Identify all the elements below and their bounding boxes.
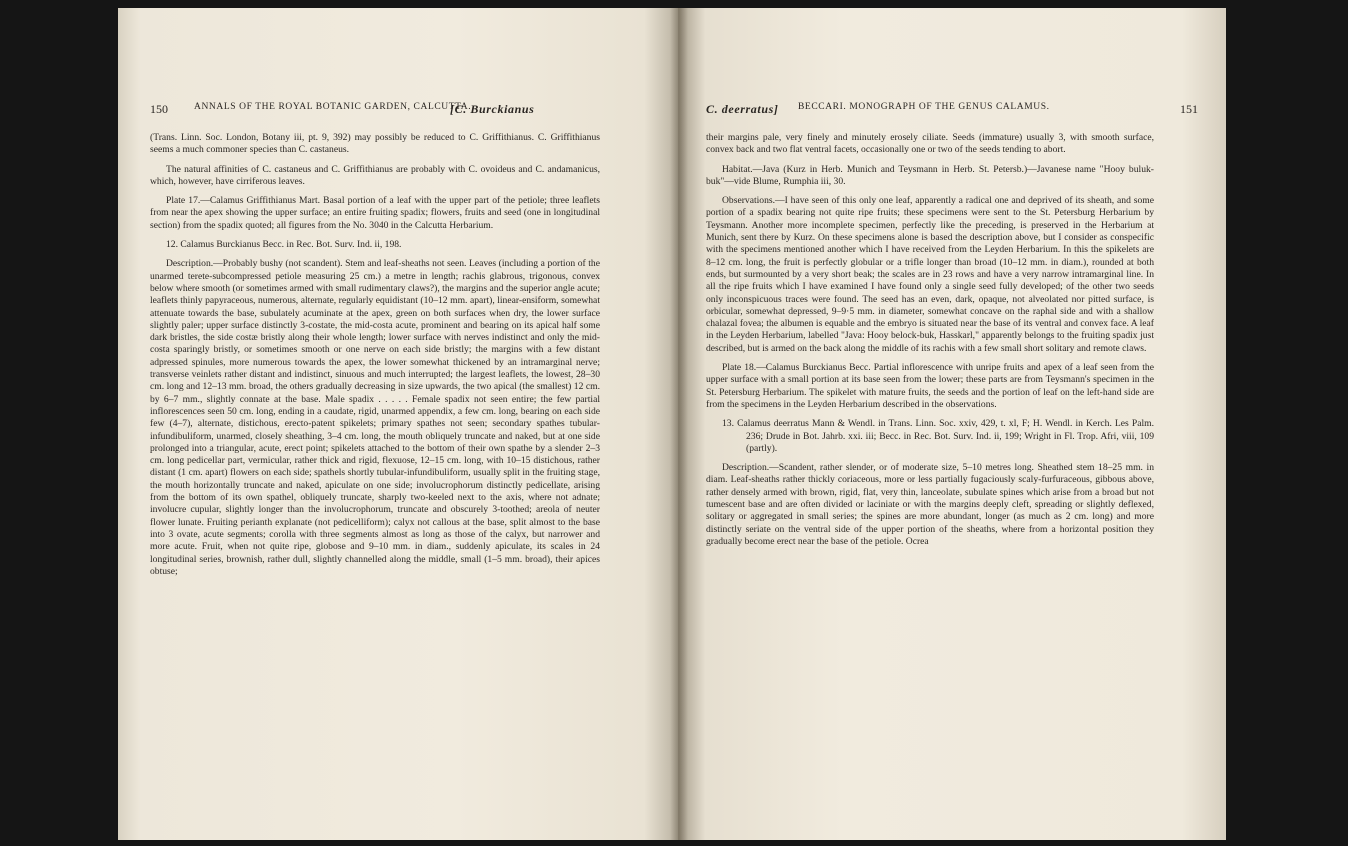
paragraph: their margins pale, very finely and minutely erosely ciliate. Seeds (immature) usually 3, with smooth surface, convex back and two flat ventral facets, occasionally one or two of the seeds tending to abort.	[706, 132, 1154, 156]
right-page-body	[706, 132, 1154, 555]
species-heading: 12. Calamus Burckianus Becc. in Rec. Bot. Surv. Ind. ii, 198.	[166, 239, 402, 251]
page-number: 150	[150, 102, 168, 116]
right-page	[678, 8, 1226, 840]
species-heading: 13. Calamus deerratus Mann & Wendl. in Trans. Linn. Soc. xxiv, 429, t. xl, F; H. Wendl. in Kerch. Les Palm. 236; Drude in Bot. Jahrb. xxi. iii; Becc. in Rec. Bot. Surv. Ind. ii, 199; Wright in Fl. Trop. Afri, viii, 109 (partly).	[722, 418, 1154, 454]
running-head-species: [C. Burckianus	[450, 102, 535, 116]
paragraph: Description.—Probably bushy (not scandent). Stem and leaf-sheaths not seen. Leaves (including a portion of the unarmed terete-subcompressed petiole measuring 25 cm.) a metre in length; rachis glabrous, trigonous, convex below where smooth (or sometimes armed with small rudimentary claws?), the margins and the superior angle acute; leaflets thinly papyraceous, numerous, alternate, regularly equidistant (10–12 mm. apart), linear-ensiform, somewhat attenuate towards the base, subulately acuminate at the apex, green on both surfaces when dry, the lower surface slightly paler; upper surface distinctly 3-costate, the mid-costa acute, prominent and bearing on its apical half some dark bristles, the side costæ bristly along their whole length; lower surface with nerves indistinct and only the mid-costa sparingly bristly, or sometimes smooth or one nerve on each side bristly; the margins with a few distant adpressed spinules, more numerous towards the apex, the lower somewhat thickened by an intramarginal nerve; transverse veinlets rather distant and indistinct, sinuous and much interrupted; the largest leaflets, the lowest, 28–30 cm. long and 12–13 mm. broad, the others gradually decreasing in size upwards, the two apical (the smallest) 12 cm. by 6–7 mm., slightly connate at the base. Male spadix . . . . . Female spadix not seen entire; the few partial inflorescences seen 50 cm. long, ending in a caudate, rigid, unarmed appendix, a few cm. long, bearing on each side few (4–7), alternate, distichous, erecto-patent spikelets; primary spathes not seen; secondary spathes tubular-infundibuliform, unarmed, closely sheathing, 3–4 cm. long, the mouth obliquely truncate and naked, but at one side prolonged into a triangular, acute, erect point; spikelets attached to the bottom of their own spathe by a slender 2–3 cm. long pedicellar part, vermicular, rather thick and rigid, flexuose, 12–15 cm. long, with 10–15 distichous, rather distant (1 cm. apart) flowers on each side; spathels shortly tubular-infundibuliform, usually split in the fruiting stage, the mouth horizontally truncate and naked, apiculate on one side; involucrophorum distinctly pedicellate, arising from the bottom of its own spathel, obliquely truncate, sharply two-keeled next to the axis, where not adnate; involucre cupular, slightly longer than the involucrophorum, truncate and obscurely 3-toothed; areola of neuter flower lunate. Fruiting perianth explanate (not pedicelliform); calyx not callous at the base, split almost to the base into 3 ovate, acute segments; corolla with three segments almost as long as those of the calyx, but narrower and more acute. Fruit, when not quite ripe, globose and 9–10 mm. in diam., suddenly apiculate, its scales in 24 longitudinal series, brownish, rather dull, slightly channelled along the middle, small (1–5 mm. broad), their apices obtuse;	[150, 258, 600, 577]
paragraph: (Trans. Linn. Soc. London, Botany iii, pt. 9, 392) may possibly be reduced to C. Griffithianus. C. Griffithianus seems a much commoner species than C. castaneus.	[150, 132, 600, 156]
book-gutter	[670, 8, 688, 840]
paragraph: Description.—Scandent, rather slender, or of moderate size, 5–10 metres long. Sheathed stem 18–25 mm. in diam. Leaf-sheaths rather thickly coriaceous, more or less partially fugaciously scaly-furfuraceous, gibbous above, rather densely armed with brown, rigid, flat, very thin, lanceolate, subulate spines which arise from a broad but not tumescent base and are often divided or laciniate or with the margins deeply cleft, spreading or slightly deflexed, solitary or aggregated in small series; the spines are more abundant, longer (as much as 2 cm. long) and more distinctly seriate on the ventral side of the upper portion of the sheaths, where from a horizontal position they gradually become erect near the base of the petiole. Ocrea	[706, 462, 1154, 547]
paragraph: Plate 18.—Calamus Burckianus Becc. Partial inflorescence with unripe fruits and apex of a leaf seen from the upper surface with a small portion at its base seen from the lower; these parts are from Teysmann's specimen in the St. Petersburg Herbarium. The spikelet with mature fruits, the seeds and the portion of leaf on the left-hand side are from the specimens in the Leyden Herbarium described in the observations.	[706, 362, 1154, 410]
paragraph: Observations.—I have seen of this only one leaf, apparently a radical one and deprived of its sheath, and some portion of a spadix bearing not quite ripe fruits; these specimens were sent to the St. Petersburg Herbarium by Teysmann. Another more incomplete specimen, perfectly like the preceding, is preserved in the Herbarium at Munich, sent there by Kurz. On these specimens alone is based the description above, but I consider as conspecific with the specimens mentioned another which I have received from the Leyden Herbarium. In this the spikelets are 8–12 cm. long, the fruit is perfectly globular or a trifle longer than broad (10–12 mm. in diam.), rounded at both ends, but surmounted by a very short beak; the scales are in 23 rows and have a very narrow intramarginal line. In all the ripe fruits which I have examined I have found only a single seed fully developed; of the other two seeds only inconspicuous traces were found. The seed has an even, dark, opaque, not alveolated nor pitted surface, is orbicular, somewhat depressed, 9–9·5 mm. in diameter, somewhat concave on the raphal side and with a shallow chalazal fovea; the albumen is equable and the embryo is situated near the base of its ventral and convex face. A leaf in the Leyden Herbarium, labelled "Java: Hooy belock-buk, Hasskarl," apparently belongs to the fruiting spadix just described, but is armed on the back along the middle of its rachis with a few small short solitary and remote claws.	[706, 195, 1154, 354]
paragraph: Plate 17.—Calamus Griffithianus Mart. Basal portion of a leaf with the upper part of the petiole; three leaflets from near the apex showing the upper surface; an entire fruiting spadix; flowers, fruits and seed (one in longitudinal section) from the spadix quoted; all figures from the No. 3040 in the Calcutta Herbarium.	[150, 195, 600, 231]
left-page	[118, 8, 678, 840]
open-book	[118, 8, 1226, 840]
running-head-species: C. deerratus]	[706, 102, 779, 116]
paragraph: The natural affinities of C. castaneus and C. Griffithianus are probably with C. ovoideus and C. andamanicus, which, however, have cirriferous leaves.	[150, 163, 600, 187]
running-head-title: ANNALS OF THE ROYAL BOTANIC GARDEN, CALCUTTA.	[194, 102, 472, 112]
paragraph: Habitat.—Java (Kurz in Herb. Munich and Teysmann in Herb. St. Petersb.)—Javanese name "Hooy buluk-buk"—vide Blume, Rumphia iii, 30.	[706, 163, 1154, 187]
page-number: 151	[1180, 102, 1198, 116]
running-head-title: BECCARI. MONOGRAPH OF THE GENUS CALAMUS.	[798, 102, 1050, 112]
left-page-body	[150, 132, 600, 585]
